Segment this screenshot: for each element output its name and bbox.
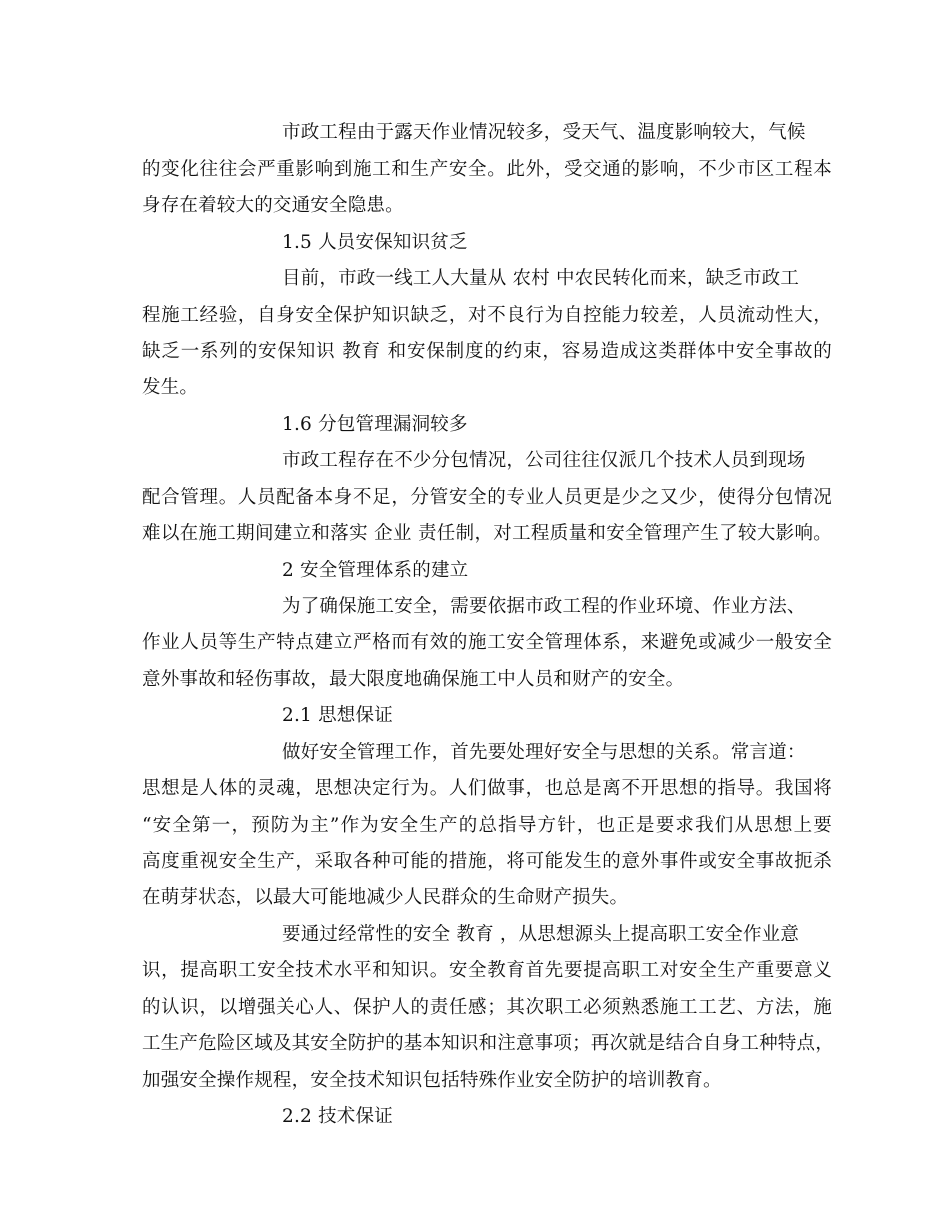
paragraph-line: 工生产危险区域及其安全防护的基本知识和注意事项；再次就是结合自身工种特点， <box>142 1033 834 1054</box>
paragraph-line: 识，提高职工安全技术水平和知识。安全教育首先要提高职工对安全生产重要意义 <box>142 960 832 981</box>
paragraph-line: 意外事故和轻伤事故，最大限度地确保施工中人员和财产的安全。 <box>142 669 685 690</box>
paragraph-line: 程施工经验，自身安全保护知识缺乏，对不良行为自控能力较差，人员流动性大， <box>142 305 832 326</box>
paragraph-line: 思想是人体的灵魂，思想决定行为。人们做事，也总是离不开思想的指导。我国将 <box>142 778 832 799</box>
section-heading: 2 安全管理体系的建立 <box>282 560 469 581</box>
paragraph-line: 要通过经常性的安全 教育 ，从思想源头上提高职工安全作业意 <box>282 924 800 945</box>
paragraph-line: 配合管理。人员配备本身不足，分管安全的专业人员更是少之又少，使得分包情况 <box>142 487 832 508</box>
paragraph-line: 加强安全操作规程，安全技术知识包括特殊作业安全防护的培训教育。 <box>142 1070 722 1091</box>
paragraph-line: 市政工程存在不少分包情况，公司往往仅派几个技术人员到现场 <box>282 450 806 471</box>
paragraph-line: “安全第一，预防为主”作为安全生产的总指导方针，也正是要求我们从思想上要 <box>142 815 832 836</box>
section-heading: 2.2 技术保证 <box>282 1106 393 1127</box>
paragraph-line: 市政工程由于露天作业情况较多，受天气、温度影响较大，气候 <box>282 122 806 143</box>
paragraph-line: 在萌芽状态，以最大可能地减少人民群众的生命财产损失。 <box>142 887 629 908</box>
paragraph-line: 作业人员等生产特点建立严格而有效的施工安全管理体系，来避免或减少一般安全 <box>142 632 832 653</box>
paragraph-line: 难以在施工期间建立和落实 企业 责任制，对工程质量和安全管理产生了较大影响。 <box>142 523 832 544</box>
paragraph-line: 发生。 <box>142 377 199 398</box>
paragraph-line: 高度重视安全生产，采取各种可能的措施，将可能发生的意外事件或安全事故扼杀 <box>142 851 832 872</box>
paragraph-line: 做好安全管理工作，首先要处理好安全与思想的关系。常言道： <box>282 742 806 763</box>
paragraph-line: 缺乏一系列的安保知识 教育 和安保制度的约束，容易造成这类群体中安全事故的 <box>142 341 832 362</box>
paragraph-line: 目前，市政一线工人大量从 农村 中农民转化而来，缺乏市政工 <box>282 268 800 289</box>
paragraph-line: 为了确保施工安全，需要依据市政工程的作业环境、作业方法、 <box>282 596 806 617</box>
paragraph-line: 的变化往往会严重影响到施工和生产安全。此外，受交通的影响，不少市区工程本 <box>142 159 832 180</box>
paragraph-line: 的认识，以增强关心人、保护人的责任感；其次职工必须熟悉施工工艺、方法，施 <box>142 997 832 1018</box>
paragraph-line: 身存在着较大的交通安全隐患。 <box>142 195 404 216</box>
section-heading: 2.1 思想保证 <box>282 705 393 726</box>
section-heading: 1.5 人员安保知识贫乏 <box>282 232 468 253</box>
section-heading: 1.6 分包管理漏洞较多 <box>282 414 468 435</box>
